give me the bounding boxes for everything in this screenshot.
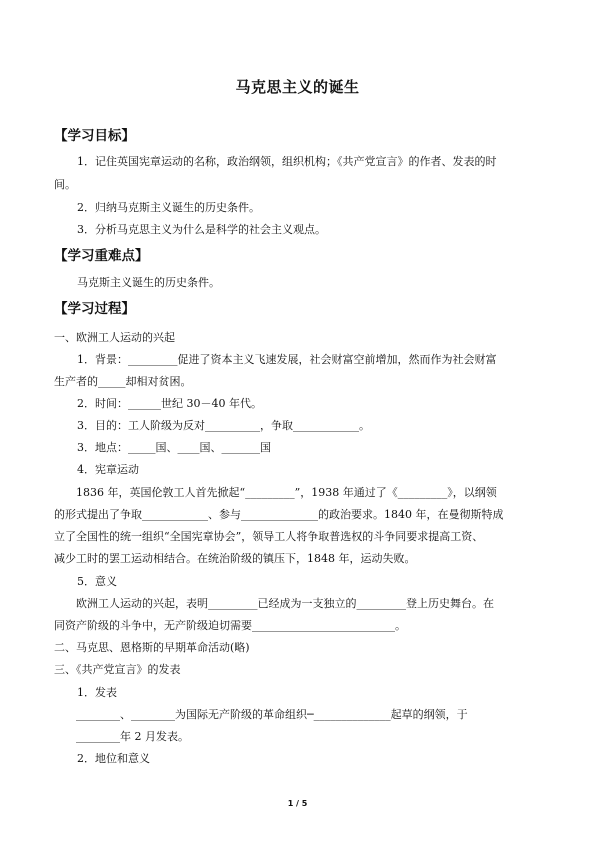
process-heading: 三、《共产党宣言》的发表 (54, 663, 181, 676)
process-line: 欧洲工人运动的兴起，表明_________已经成为一支独立的_________登上历史舞台。在 (76, 597, 494, 610)
goal-item: 间。 (54, 178, 76, 191)
goal-item: 3．分析马克思主义为什么是科学的社会主义观点。 (77, 223, 326, 236)
process-line: 3．目的：工人阶级为反对__________，争取____________。 (77, 419, 370, 432)
process-heading: 一、欧洲工人运动的兴起 (54, 331, 175, 344)
process-subheading: 2．地位和意义 (77, 752, 150, 765)
section-heading-process: 【学习过程】 (54, 301, 135, 317)
process-line: 减少工时的罢工运动相结合。在统治阶级的镇压下，1848 年，运动失败。 (54, 552, 416, 565)
process-subheading: 5．意义 (77, 575, 117, 588)
key-point-text: 马克斯主义诞生的历史条件。 (77, 276, 220, 289)
process-line: ________年 2 月发表。 (76, 730, 189, 743)
page-number: 1 / 5 (287, 799, 308, 808)
process-line: 的形式提出了争取____________、参与______________的政治要求。1840 年，在曼彻斯特成 (54, 508, 504, 521)
process-subheading: 1．发表 (77, 686, 117, 699)
section-heading-key-points: 【学习重难点】 (54, 248, 149, 264)
process-heading: 二、马克思、恩格斯的早期革命活动(略) (54, 641, 250, 654)
process-line: ________、________为国际无产阶级的革命组织─______________起草的纲领，于 (76, 708, 468, 721)
process-line: 同资产阶级的斗争中，无产阶级迫切需要__________________________。 (54, 619, 406, 632)
process-subheading: 4．宪章运动 (77, 463, 139, 476)
process-line: 3．地点：_____国、____国、_______国 (77, 441, 271, 454)
process-line: 2．时间：______世纪 30－40 年代。 (77, 397, 262, 410)
process-line: 1．背景：_________促进了资本主义飞速发展，社会财富空前增加，然而作为社会财富 (77, 353, 497, 366)
process-line: 1836 年，英国伦敦工人首先掀起“_________”，1938 年通过了《_________》，以纲领 (76, 486, 497, 499)
page-title: 马克思主义的诞生 (235, 78, 360, 96)
goal-item: 2．归纳马克斯主义诞生的历史条件。 (77, 201, 260, 214)
goal-item: 1．记住英国宪章运动的名称，政治纲领，组织机构；《共产党宣言》的作者、发表的时 (77, 155, 497, 168)
process-line: 立了全国性的统一组织“全国宪章协会”，领导工人将争取普选权的斗争同要求提高工资、 (54, 530, 484, 543)
section-heading-goals: 【学习目标】 (54, 128, 135, 144)
process-line: 生产者的_____却相对贫困。 (54, 375, 192, 388)
